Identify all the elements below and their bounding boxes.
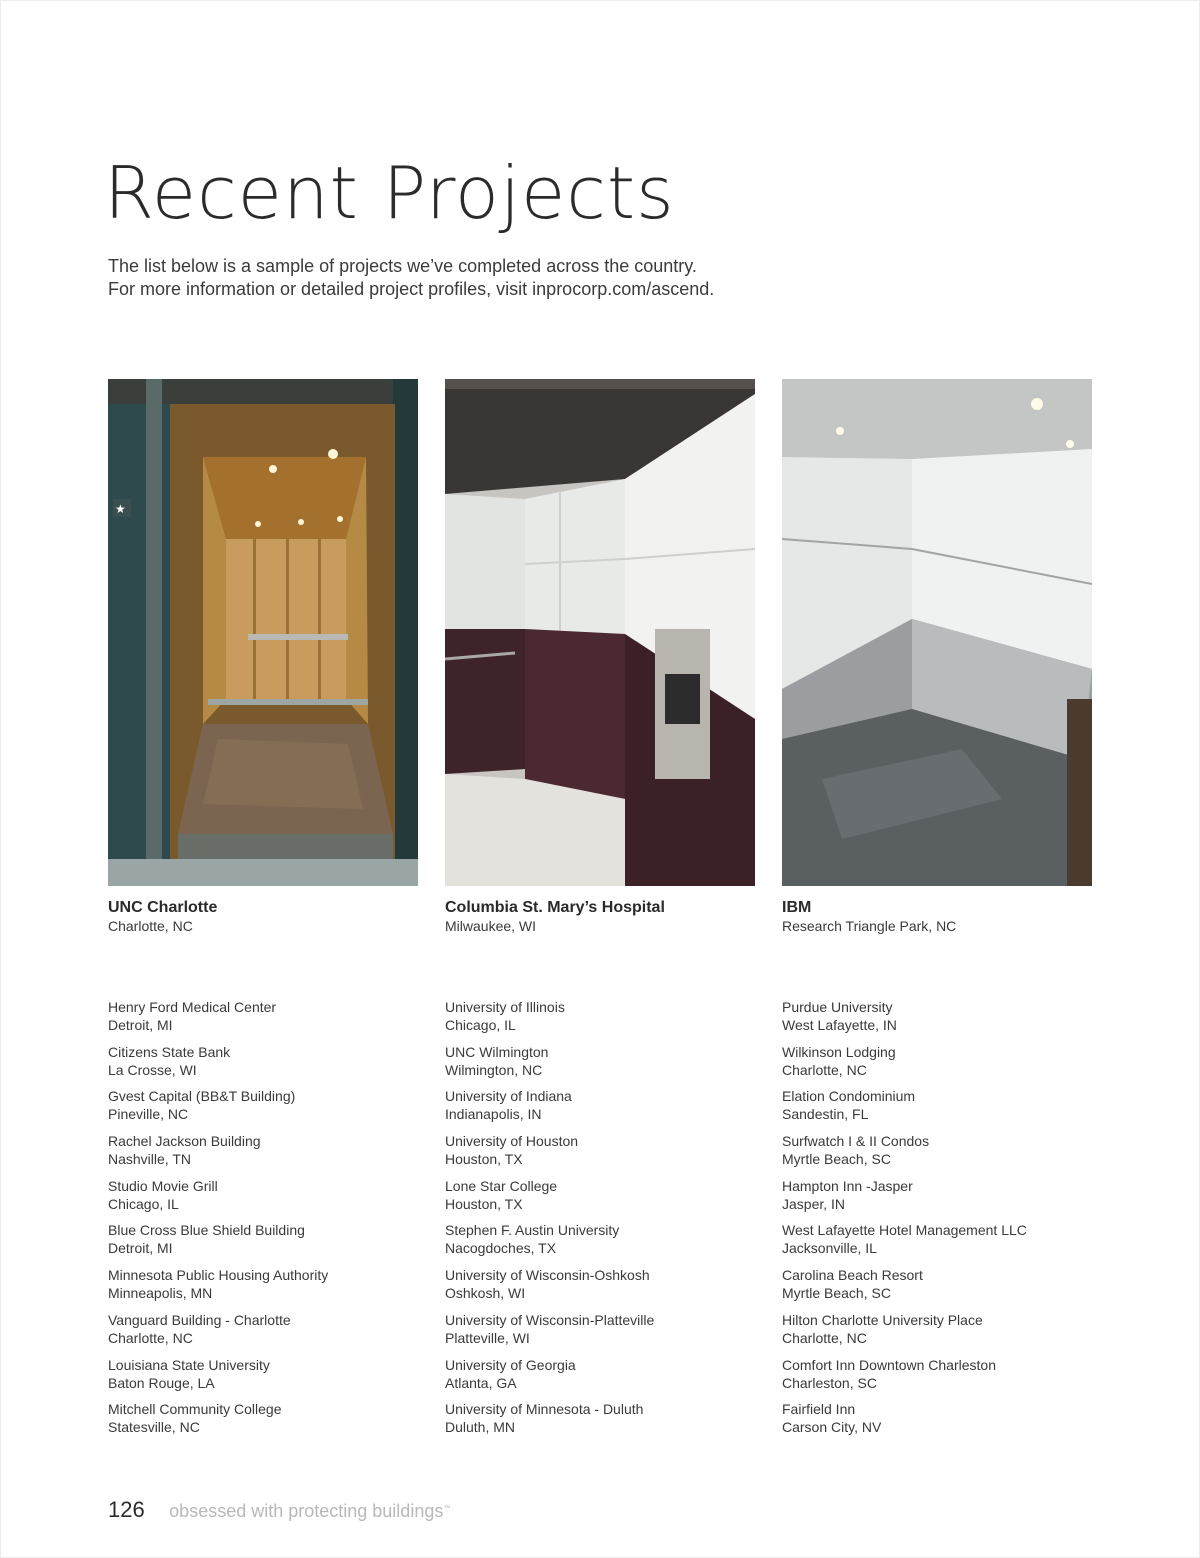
project-location: Charleston, SC [782,1374,877,1391]
project-name: Wilkinson Lodging [782,1043,896,1060]
project-name: Stephen F. Austin University [445,1222,620,1239]
project-location: Chicago, IL [445,1017,516,1033]
project-name: Blue Cross Blue Shield Building [108,1222,305,1239]
list-item [445,1043,765,1088]
project-name: West Lafayette Hotel Management LLC [782,1222,1027,1239]
project-location: Myrtle Beach, SC [782,1285,891,1302]
project-name: Citizens State Bank [108,1043,231,1060]
page-number: 126 [108,1497,145,1522]
project-location: Oshkosh, WI [445,1285,526,1302]
project-location: Jacksonville, IL [782,1240,877,1257]
featured-project-name: Columbia St. Mary’s Hospital [445,899,665,916]
project-name: University of Illinois [445,999,565,1015]
list-item [782,1043,1102,1088]
project-name: Carolina Beach Resort [782,1267,923,1284]
list-item [782,1177,1102,1222]
intro-line-1: The list below is a sample of projects we’ve completed across the country. [108,256,697,276]
project-location: Detroit, MI [108,1017,173,1033]
project-location: Sandestin, FL [782,1106,869,1123]
project-name: Comfort Inn Downtown Charleston [782,1356,996,1373]
project-location: Nashville, TN [108,1151,191,1168]
list-item [108,1311,428,1356]
project-location: Atlanta, GA [445,1374,517,1391]
project-location: Chicago, IL [108,1195,179,1212]
list-item [445,1356,765,1401]
intro-text [108,255,714,301]
project-location: Nacogdoches, TX [445,1240,557,1257]
project-name: University of Wisconsin-Oshkosh [445,1267,650,1284]
project-name: Mitchell Community College [108,1401,282,1418]
project-location: Charlotte, NC [108,1329,193,1346]
project-name: Minnesota Public Housing Authority [108,1267,329,1284]
project-name: University of Wisconsin-Platteville [445,1311,655,1328]
project-location: Charlotte, NC [782,1061,867,1078]
project-location: Statesville, NC [108,1419,200,1436]
list-item [445,998,765,1043]
project-name: Hampton Inn -Jasper [782,1177,913,1194]
list-item [108,1266,428,1311]
featured-project-location: Research Triangle Park, NC [782,918,957,934]
list-item [108,1177,428,1222]
project-location: Houston, TX [445,1151,523,1168]
project-location: Baton Rouge, LA [108,1374,215,1391]
project-name: Purdue University [782,999,893,1015]
project-list-column-2 [445,998,765,1445]
project-name: Lone Star College [445,1177,558,1194]
project-list-column-1 [108,998,428,1445]
list-item [782,1311,1102,1356]
list-item [782,1400,1102,1445]
project-list-column-3 [782,998,1102,1445]
list-item [782,1356,1102,1401]
project-location: Charlotte, NC [782,1329,867,1346]
project-location: Jasper, IN [782,1195,846,1212]
project-location: Platteville, WI [445,1329,530,1346]
project-name: Vanguard Building - Charlotte [108,1311,291,1328]
project-name: Henry Ford Medical Center [108,999,277,1015]
list-item [108,1356,428,1401]
list-item [108,1087,428,1132]
project-name: Studio Movie Grill [108,1177,218,1194]
project-location: Myrtle Beach, SC [782,1151,891,1168]
svg-text:★: ★ [115,502,126,516]
project-name: University of Georgia [445,1356,576,1373]
list-item [445,1400,765,1445]
project-location: Detroit, MI [108,1240,173,1257]
list-item [445,1311,765,1356]
project-location: Minneapolis, MN [108,1285,213,1302]
list-item [108,998,428,1043]
project-location: Carson City, NV [782,1419,882,1436]
project-name: Rachel Jackson Building [108,1133,261,1150]
page-footer [108,1497,450,1523]
list-item [445,1221,765,1266]
project-location: Wilmington, NC [445,1061,543,1078]
featured-project-location: Charlotte, NC [108,918,193,934]
list-item [782,1221,1102,1266]
project-name: University of Houston [445,1133,579,1150]
project-name: University of Indiana [445,1088,572,1105]
project-name: Hilton Charlotte University Place [782,1311,983,1328]
project-name: Louisiana State University [108,1356,270,1373]
photo-columbia-st-marys-elevator [445,379,755,886]
project-location: West Lafayette, IN [782,1017,897,1033]
featured-project-name: UNC Charlotte [108,899,218,916]
photo-unc-charlotte-elevator [108,379,418,886]
intro-line-2: For more information or detailed project profiles, visit inprocorp.com/ascend. [108,279,715,299]
list-item [782,998,1102,1043]
list-item [782,1266,1102,1311]
list-item [445,1132,765,1177]
project-location: La Crosse, WI [108,1061,197,1078]
project-name: Surfwatch I & II Condos [782,1133,930,1150]
list-item [782,1132,1102,1177]
list-item [445,1087,765,1132]
featured-project-2 [445,898,765,935]
page-title: Recent Projects [104,151,675,235]
footer-tagline [169,1501,450,1521]
project-name: University of Minnesota - Duluth [445,1401,644,1418]
trademark-symbol: ™ [443,1505,451,1512]
featured-project-3 [782,898,1102,935]
list-item [108,1221,428,1266]
project-name: UNC Wilmington [445,1043,549,1060]
project-location: Indianapolis, IN [445,1106,542,1123]
featured-project-location: Milwaukee, WI [445,918,537,934]
footer-tagline-text: obsessed with protecting buildings [169,1501,444,1521]
project-name: Gvest Capital (BB&T Building) [108,1088,296,1105]
featured-project-1 [108,898,428,935]
list-item [108,1400,428,1445]
project-location: Duluth, MN [445,1419,516,1436]
photo-ibm-elevator [782,379,1092,886]
list-item [445,1266,765,1311]
list-item [445,1177,765,1222]
list-item [108,1043,428,1088]
featured-project-name: IBM [782,899,812,916]
list-item [108,1132,428,1177]
project-name: Fairfield Inn [782,1401,856,1418]
list-item [782,1087,1102,1132]
project-location: Pineville, NC [108,1106,189,1123]
project-location: Houston, TX [445,1195,523,1212]
project-name: Elation Condominium [782,1088,916,1105]
